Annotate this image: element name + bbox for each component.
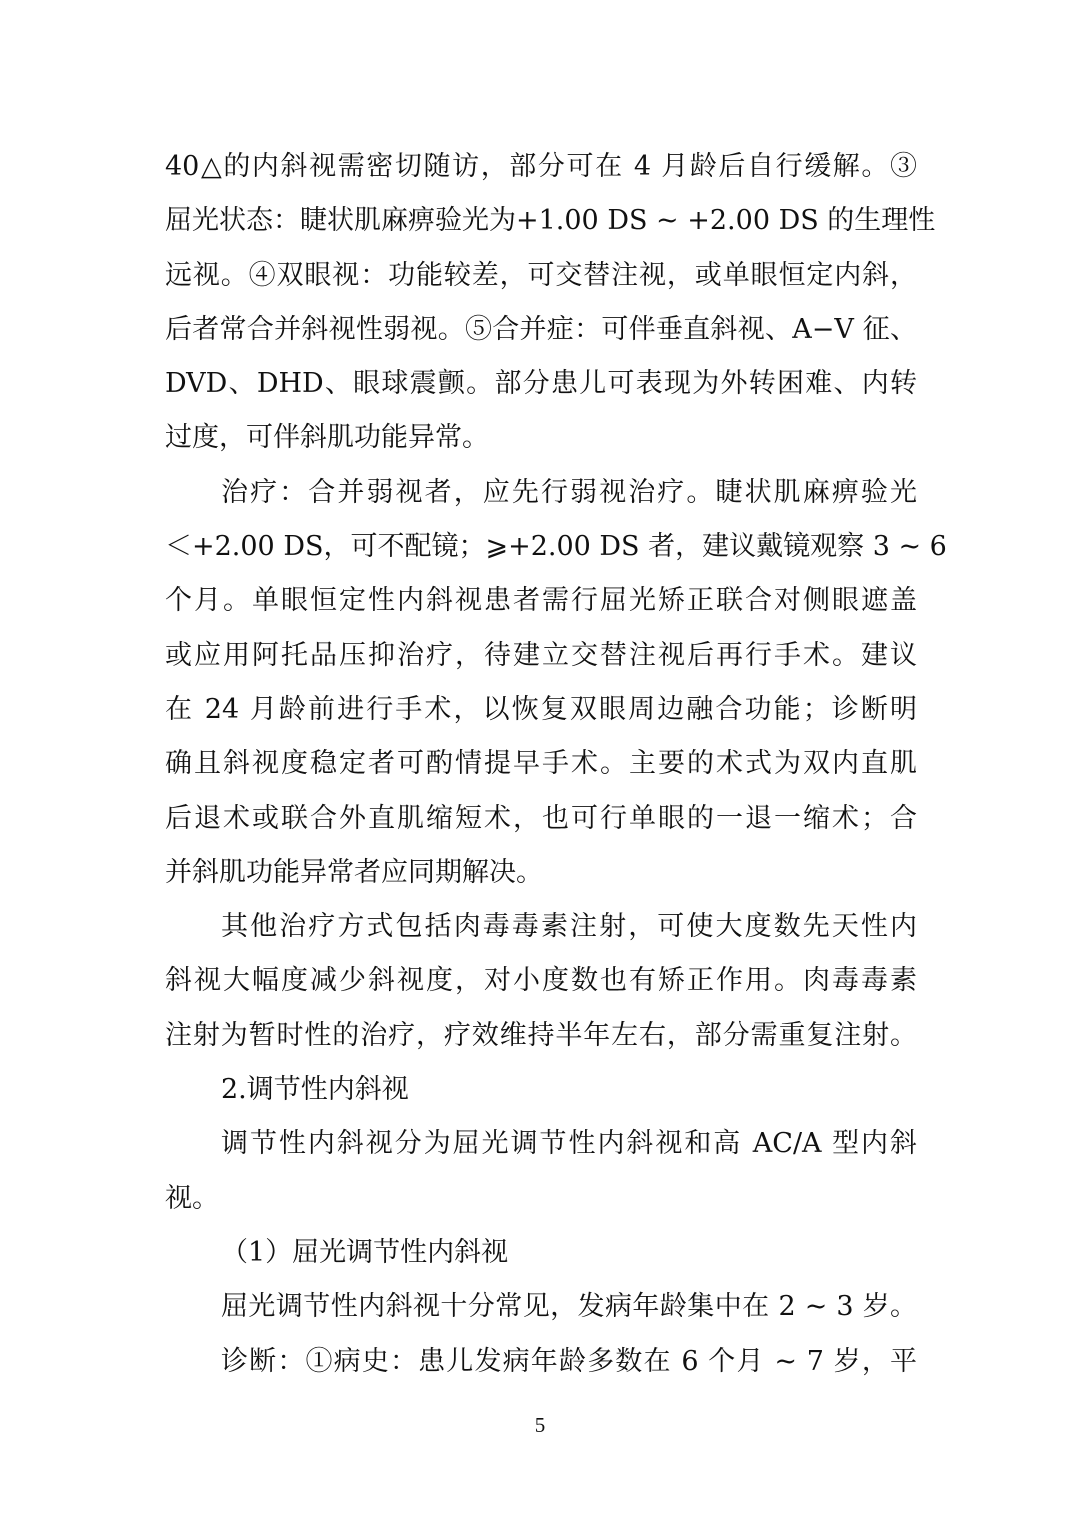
text-line: 40△的内斜视需密切随访，部分可在 4 月龄后自行缓解。③ xyxy=(165,151,917,182)
text-line: 后者常合并斜视性弱视。⑤合并症：可伴垂直斜视、A−V 征、 xyxy=(165,313,917,345)
section-heading: 2.调节性内斜视 xyxy=(221,1074,409,1106)
text-line: 远视。④双眼视：功能较差，可交替注视，或单眼恒定内斜， xyxy=(165,259,917,291)
text-line: DVD、DHD、眼球震颤。部分患儿可表现为外转困难、内转 xyxy=(165,368,917,400)
text-line: 确且斜视度稳定者可酌情提早手术。主要的术式为双内直肌 xyxy=(165,748,917,780)
body-text xyxy=(165,140,947,1389)
text-line: 视。 xyxy=(165,1182,219,1214)
text-line: ＜+2.00 DS，可不配镜；⩾+2.00 DS 者，建议戴镜观察 3 ~ 6 xyxy=(165,531,947,563)
text-line: 过度，可伴斜肌功能异常。 xyxy=(165,422,489,454)
text-line: 注射为暂时性的治疗，疗效维持半年左右，部分需重复注射。 xyxy=(165,1019,917,1051)
text-line: 后退术或联合外直肌缩短术，也可行单眼的一退一缩术；合 xyxy=(165,802,917,834)
text-line: 个月。单眼恒定性内斜视患者需行屈光矫正联合对侧眼遮盖 xyxy=(165,585,917,617)
text-line: 在 24 月龄前进行手术，以恢复双眼周边融合功能；诊断明 xyxy=(165,693,917,725)
page-number: 5 xyxy=(534,1413,546,1437)
paragraph-start: 治疗：合并弱视者，应先行弱视治疗。睫状肌麻痹验光 xyxy=(221,476,917,508)
subsection-heading: （1）屈光调节性内斜视 xyxy=(221,1236,509,1268)
text-line: 屈光状态：睫状肌麻痹验光为+1.00 DS ~ +2.00 DS 的生理性 xyxy=(165,205,936,237)
paragraph-start: 诊断：①病史：患儿发病年龄多数在 6 个月 ~ 7 岁，平 xyxy=(221,1345,917,1377)
paragraph-start: 其他治疗方式包括肉毒毒素注射，可使大度数先天性内 xyxy=(221,911,917,943)
text-line: 斜视大幅度减少斜视度，对小度数也有矫正作用。肉毒毒素 xyxy=(165,965,917,997)
text-line: 或应用阿托品压抑治疗，待建立交替注视后再行手术。建议 xyxy=(165,639,917,671)
paragraph-start: 调节性内斜视分为屈光调节性内斜视和高 AC/A 型内斜 xyxy=(221,1128,917,1160)
paragraph-start: 屈光调节性内斜视十分常见，发病年龄集中在 2 ~ 3 岁。 xyxy=(221,1291,917,1323)
text-line: 并斜肌功能异常者应同期解决。 xyxy=(165,856,543,888)
